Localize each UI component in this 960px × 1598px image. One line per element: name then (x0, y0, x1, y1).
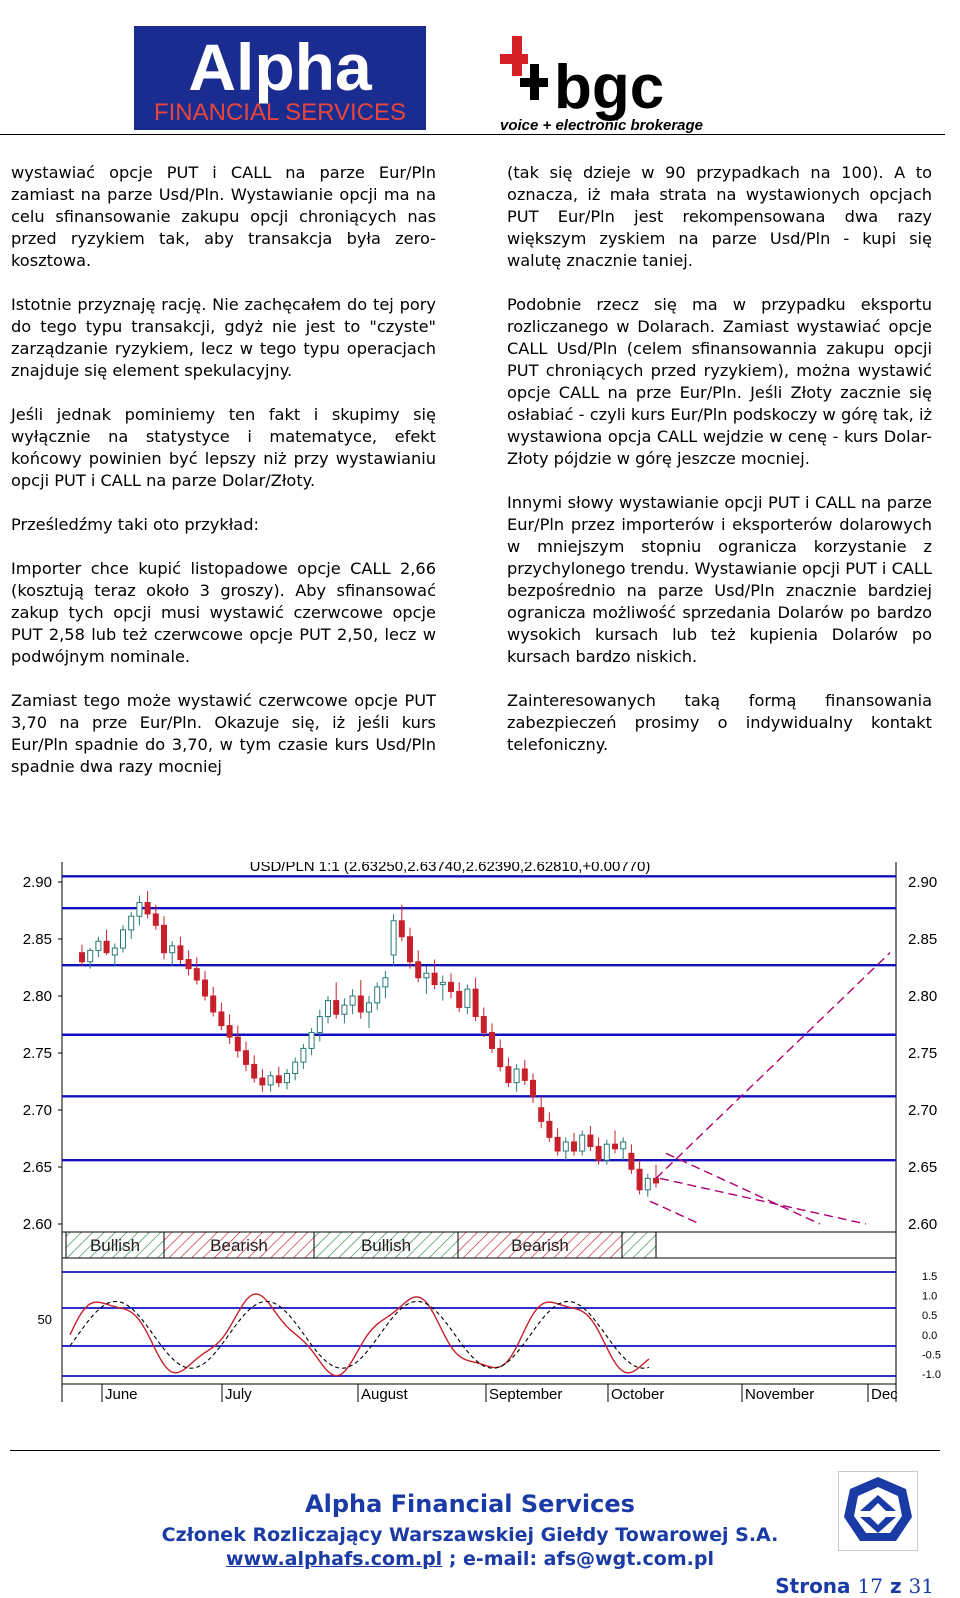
candle-body (268, 1076, 273, 1085)
candle-body (350, 996, 355, 1005)
x-tick-label: August (361, 1386, 408, 1403)
candle-body (596, 1146, 601, 1160)
paragraph: Zainteresowanych taką formą finansowania zabezpieczeń prosimy o indywidualny kontakt telefoniczny. (507, 691, 932, 754)
candle-body (514, 1069, 519, 1083)
wgt-exchange-logo (838, 1471, 918, 1551)
candle-body (326, 1001, 331, 1017)
candle-body (424, 973, 429, 978)
svg-text:Alpha: Alpha (188, 30, 372, 104)
candle-body (112, 948, 117, 955)
x-tick-label: October (611, 1386, 665, 1403)
candle-body (645, 1178, 650, 1189)
candle-body (358, 996, 363, 1012)
candle-body (399, 921, 404, 937)
candle-body (153, 914, 158, 925)
footer-company: Alpha Financial Services (305, 1490, 635, 1518)
candle-body (572, 1142, 577, 1151)
candle-body (408, 937, 413, 962)
page-prefix: Strona (775, 1574, 851, 1598)
trend-zone (622, 1232, 656, 1258)
trend-zone-label: Bearish (210, 1236, 268, 1255)
candle-body (383, 978, 388, 987)
paragraph: Podobnie rzecz się ma w przypadku eksportu rozliczanego w Dolarach. Zamiast wystawiać opcje CALL Usd/Pln (celem sfinansowannia zakupu opcji PUT chroniących przed ryzykiem), można wystawić opcje CALL na prze Eur/Pln. Jeśli Złoty zacznie się osłabiać - czyli kurs Eur/Pln podskoczy w górę tak, iż wystawiona opcja CALL wejdzie w cenę - kurs Dolar-Złoty pójdzie w górę jeszcze mocniej. (507, 295, 932, 468)
paragraph: Prześledźmy taki oto przykład: (11, 515, 259, 534)
candle-body (654, 1178, 659, 1183)
candle-body (457, 991, 462, 1007)
paragraph: wystawiać opcje PUT i CALL na parze Eur/Pln zamiast na parze Usd/Pln. Wystawianie opcji ma na celu sfinansowanie zakupu opcji chroniących nas przed ryzykiem tak, aby transakcja była zero-kosztowa. (11, 163, 436, 270)
candle-body (178, 946, 183, 960)
y-tick-label: 2.80 (908, 988, 938, 1005)
candle-body (432, 973, 437, 984)
usdpln-chart (10, 862, 950, 1424)
candle-body (465, 989, 470, 1007)
candle-body (367, 1003, 372, 1012)
candle-body (285, 1074, 290, 1083)
y-tick-label: 2.70 (22, 1102, 52, 1119)
page-header (0, 0, 960, 136)
footer-contact (0, 1548, 950, 1570)
trend-zone-label: Bullish (89, 1236, 141, 1255)
candle-body (449, 982, 454, 991)
y-tick-label: 2.85 (22, 931, 52, 948)
candle-body (137, 903, 142, 917)
candle-body (129, 916, 134, 930)
candle-body (194, 969, 199, 980)
oscillator-tick-label: 0.5 (922, 1310, 938, 1323)
candle-body (80, 953, 85, 962)
candle-body (563, 1142, 568, 1151)
y-tick-label: 2.65 (22, 1159, 52, 1176)
candle-body (604, 1144, 609, 1160)
candle-body (481, 1017, 486, 1033)
candle-body (490, 1032, 495, 1048)
paragraph: Jeśli jednak pominiemy ten fakt i skupimy się wyłącznie na statystyce i matematyce, efekt końcowy powinien być lepszy niż przy wystawianiu opcji PUT i CALL na parze Dolar/Złoty. (11, 405, 436, 490)
candle-body (506, 1067, 511, 1083)
candle-body (203, 980, 208, 996)
candle-body (375, 987, 380, 1003)
candle-body (317, 1017, 322, 1033)
candle-body (555, 1137, 560, 1151)
candle-body (211, 996, 216, 1012)
alpha-financial-services-logo (134, 26, 426, 130)
candle-body (227, 1026, 232, 1037)
candle-body (440, 982, 445, 984)
y-tick-label: 2.70 (908, 1102, 938, 1119)
page-total: 31 (908, 1574, 934, 1598)
candle-body (629, 1153, 634, 1169)
paragraph: (tak się dzieje w 90 przypadkach na 100). A to oznacza, iż mała strata na wystawionych opcjach PUT Eur/Pln jest rekompensowana dwa razy większym zyskiem na parze Usd/Pln - kupi się walutę znacznie taniej. (507, 163, 932, 270)
candle-body (293, 1062, 298, 1073)
candle-body (104, 941, 109, 952)
candle-body (162, 925, 167, 952)
oscillator-tick-label: 1.0 (922, 1290, 938, 1303)
candle-body (276, 1076, 281, 1083)
candle-body (416, 962, 421, 978)
y-tick-label: 2.80 (22, 988, 52, 1005)
candle-body (613, 1144, 618, 1149)
svg-text:FINANCIAL SERVICES: FINANCIAL SERVICES (153, 99, 407, 126)
candle-body (498, 1048, 503, 1066)
oscillator-tick-label: -0.5 (922, 1349, 941, 1362)
candle-body (391, 921, 396, 955)
candle-body (588, 1135, 593, 1146)
footer-rule (10, 1450, 940, 1451)
paragraph: Innymi słowy wystawianie opcji PUT i CALL na parze Eur/Pln przez importerów i eksporterów dolarowych w mniejszym stopniu ogranicza korzystanie z przychylonego trendu. Wystawianie opcji PUT i CALL bezpośrednio na parze Usd/Pln znacznie bardziej ogranicza możliwość sprzedania Dolarów po bardzo wysokich kursach lub też kupienia Dolarów po kursach bardzo niskich. (507, 493, 932, 666)
oscillator-label: 50 (37, 1312, 52, 1327)
candle-body (252, 1064, 257, 1078)
y-tick-label: 2.65 (908, 1159, 938, 1176)
x-tick-label: July (225, 1386, 252, 1403)
page-current: 17 (857, 1574, 883, 1598)
candle-body (219, 1012, 224, 1026)
candle-body (301, 1048, 306, 1062)
y-tick-label: 2.75 (22, 1045, 52, 1062)
x-tick-label: Dec (871, 1386, 898, 1403)
email-line: ; e-mail: afs@wgt.com.pl (442, 1548, 714, 1570)
y-tick-label: 2.90 (908, 874, 938, 891)
paragraph: Importer chce kupić listopadowe opcje CALL 2,66 (kosztują teraz około 3 groszy). Aby sfinansować zakup tych opcji musi wystawić czerwcowe opcje PUT 2,58 lub też czerwcowe opcje PUT 2,50, lecz w podwójnym nominale. (11, 559, 436, 666)
oscillator-tick-label: 1.5 (922, 1270, 938, 1283)
chart-svg (10, 862, 950, 1424)
y-tick-label: 2.60 (22, 1216, 52, 1233)
candle-body (531, 1080, 536, 1096)
svg-text:voice + electronic brokerage: voice + electronic brokerage (500, 117, 704, 134)
y-tick-label: 2.60 (908, 1216, 938, 1233)
candle-body (580, 1135, 585, 1151)
page-number (775, 1574, 934, 1598)
candle-body (260, 1078, 265, 1085)
chart-title: USD/PLN 1:1 (2.63250,2.63740,2.62390,2.62810,+0.00770) (249, 862, 651, 875)
page-sep: z (889, 1574, 902, 1598)
candle-body (309, 1032, 314, 1048)
candle-body (522, 1069, 527, 1080)
y-tick-label: 2.90 (22, 874, 52, 891)
x-tick-label: June (105, 1386, 138, 1403)
x-tick-label: November (745, 1386, 815, 1403)
header-rule (0, 134, 945, 135)
y-tick-label: 2.85 (908, 931, 938, 948)
footer-member: Członek Rozliczający Warszawskiej Giełdy Towarowej S.A. (161, 1524, 779, 1546)
paragraph: Istotnie przyznaję rację. Nie zachęcałem do tej pory do tego typu transakcji, gdyż nie jest to "czyste" zarządzanie ryzykiem, lecz w tego typu operacjach znajduje się element spekulacyjny. (11, 295, 436, 380)
candle-body (539, 1108, 544, 1122)
oscillator-tick-label: 0.0 (922, 1329, 938, 1342)
candle-body (473, 989, 478, 1016)
paragraph: Zamiast tego może wystawić czerwcowe opcje PUT 3,70 na prze Eur/Pln. Okazuje się, iż jeśli kurs Eur/Pln spadnie do 3,70, w tym czasie kurs Usd/Pln spadnie dwa razy mocniej (11, 691, 436, 776)
candle-body (186, 960, 191, 969)
candle-body (121, 930, 126, 948)
candle-body (244, 1051, 249, 1065)
candle-body (88, 950, 93, 961)
right-text-column (507, 162, 932, 778)
bgc-logo (500, 26, 720, 138)
left-text-column (11, 162, 436, 800)
candle-body (96, 941, 101, 950)
candle-body (547, 1121, 552, 1137)
candle-body (235, 1037, 240, 1051)
trend-zone-label: Bullish (360, 1236, 412, 1255)
candle-body (145, 903, 150, 914)
candle-body (334, 1001, 339, 1015)
candle-body (621, 1142, 626, 1149)
candle-body (342, 1005, 347, 1014)
svg-text:bgc: bgc (554, 53, 665, 122)
oscillator-tick-label: -1.0 (922, 1369, 941, 1382)
candle-body (170, 946, 175, 953)
trend-zone-label: Bearish (511, 1236, 569, 1255)
candle-body (637, 1169, 642, 1190)
website-link[interactable]: www.alphafs.com.pl (226, 1548, 443, 1570)
x-tick-label: September (489, 1386, 563, 1403)
y-tick-label: 2.75 (908, 1045, 938, 1062)
